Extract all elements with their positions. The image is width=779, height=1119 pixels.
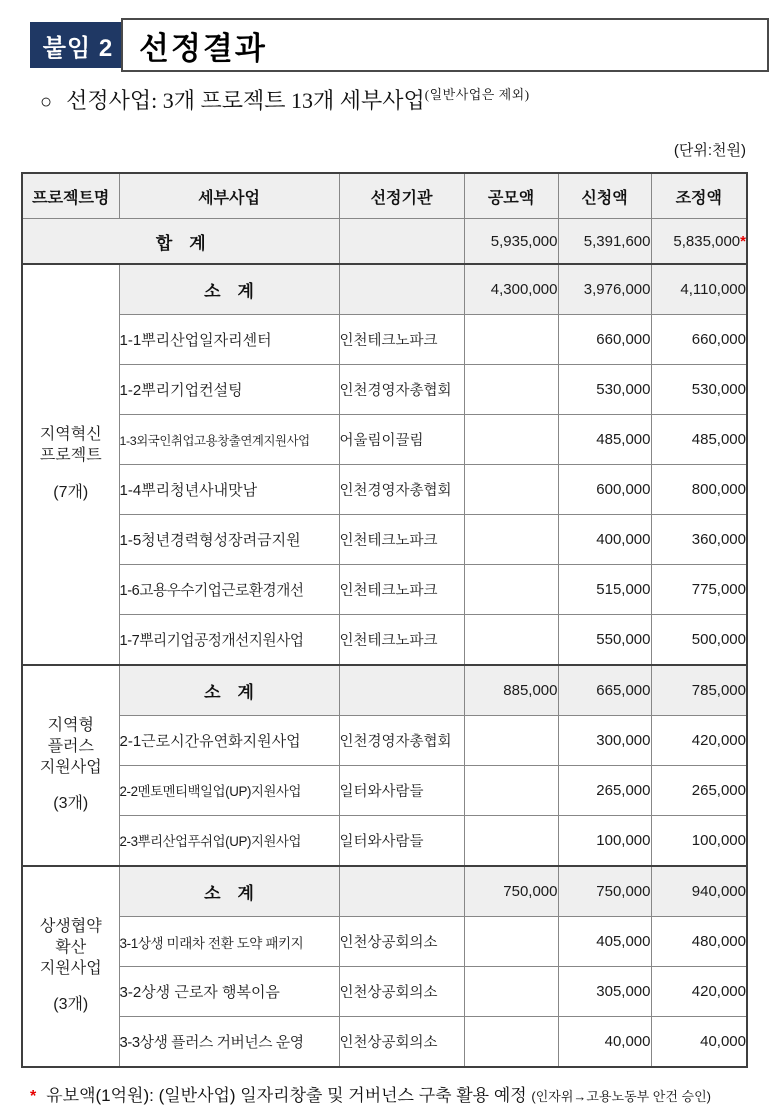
subtotal-jojeong-cell: 940,000	[651, 866, 747, 917]
sincheong-cell: 300,000	[558, 716, 651, 766]
total-jojeong-cell: 5,835,000*	[651, 219, 747, 265]
jojeong-cell: 530,000	[651, 365, 747, 415]
detail-name-cell: 2-2멘토멘티백일업(UP)지원사업	[119, 766, 339, 816]
column-header-3: 공모액	[464, 173, 558, 219]
gongmo-cell	[464, 766, 558, 816]
subtotal-org-cell	[339, 264, 464, 315]
org-cell: 인천경영자총협회	[339, 365, 464, 415]
detail-row	[22, 415, 747, 465]
subtotal-row-1	[22, 264, 747, 315]
org-cell: 인천경영자총협회	[339, 716, 464, 766]
detail-name-cell: 1-1뿌리산업일자리센터	[119, 315, 339, 365]
jojeong-cell: 100,000	[651, 816, 747, 867]
gongmo-cell	[464, 917, 558, 967]
detail-row	[22, 365, 747, 415]
subtotal-jojeong-cell: 785,000	[651, 665, 747, 716]
sincheong-cell: 305,000	[558, 967, 651, 1017]
org-cell: 인천테크노파크	[339, 315, 464, 365]
detail-row	[22, 766, 747, 816]
column-header-2: 선정기관	[339, 173, 464, 219]
sincheong-cell: 485,000	[558, 415, 651, 465]
detail-name-cell: 3-1상생 미래차 전환 도약 패키지	[119, 917, 339, 967]
project-name-line: 지원사업	[39, 758, 102, 776]
detail-name-cell: 3-2상생 근로자 행복이음	[119, 967, 339, 1017]
total-gongmo-cell: 5,935,000	[464, 219, 558, 265]
footnote-text: 유보액(1억원): (일반사업) 일자리창출 및 거버넌스 구축 활용 예정	[46, 1086, 527, 1105]
footnote	[30, 1081, 711, 1106]
subtotal-gongmo-cell: 4,300,000	[464, 264, 558, 315]
detail-name-cell: 1-5청년경력형성장려금지원	[119, 515, 339, 565]
sincheong-cell: 400,000	[558, 515, 651, 565]
sincheong-cell: 530,000	[558, 365, 651, 415]
subtotal-sincheong-cell: 750,000	[558, 866, 651, 917]
jojeong-cell: 500,000	[651, 615, 747, 666]
page-title: 선정결과	[139, 30, 267, 66]
detail-row	[22, 917, 747, 967]
detail-name-cell: 1-6고용우수기업근로환경개선	[119, 565, 339, 615]
sincheong-cell: 265,000	[558, 766, 651, 816]
column-header-4: 신청액	[558, 173, 651, 219]
table-header-row	[22, 173, 747, 219]
org-cell: 인천테크노파크	[339, 515, 464, 565]
gongmo-cell	[464, 515, 558, 565]
footnote-sub: (인자위→고용노동부 안건 승인)	[531, 1089, 711, 1104]
sincheong-cell: 660,000	[558, 315, 651, 365]
jojeong-cell: 265,000	[651, 766, 747, 816]
detail-name-cell: 2-3뿌리산업푸쉬업(UP)지원사업	[119, 816, 339, 867]
results-table	[21, 172, 748, 1068]
jojeong-cell: 420,000	[651, 716, 747, 766]
unit-label: (단위:천원)	[673, 142, 746, 159]
subtitle-superscript: (일반사업은 제외)	[424, 87, 530, 102]
project-name-line: 프로젝트	[39, 447, 102, 465]
project-cell-1	[22, 264, 119, 665]
detail-name-cell: 1-7뿌리기업공정개선지원사업	[119, 615, 339, 666]
detail-name-cell: 1-3외국인취업고용창출연계지원사업	[119, 415, 339, 465]
sincheong-cell: 515,000	[558, 565, 651, 615]
subtotal-gongmo-cell: 750,000	[464, 866, 558, 917]
subtotal-label-cell: 소 계	[119, 665, 339, 716]
sincheong-cell: 100,000	[558, 816, 651, 867]
detail-row	[22, 1017, 747, 1068]
circle-bullet-icon: ○	[40, 91, 53, 113]
subtotal-gongmo-cell: 885,000	[464, 665, 558, 716]
subtotal-sincheong-cell: 3,976,000	[558, 264, 651, 315]
jojeong-cell: 420,000	[651, 967, 747, 1017]
sincheong-cell: 600,000	[558, 465, 651, 515]
sincheong-cell: 40,000	[558, 1017, 651, 1068]
org-cell: 인천테크노파크	[339, 615, 464, 666]
subtotal-org-cell	[339, 665, 464, 716]
gongmo-cell	[464, 615, 558, 666]
gongmo-cell	[464, 816, 558, 867]
detail-row	[22, 716, 747, 766]
subtotal-sincheong-cell: 665,000	[558, 665, 651, 716]
gongmo-cell	[464, 465, 558, 515]
title-box	[121, 18, 769, 72]
org-cell: 인천상공회의소	[339, 1017, 464, 1068]
subtotal-row-2	[22, 665, 747, 716]
total-sincheong-cell: 5,391,600	[558, 219, 651, 265]
project-cell-3	[22, 866, 119, 1067]
project-name-line: 플러스	[47, 737, 94, 755]
subtitle-text: 선정사업: 3개 프로젝트 13개 세부사업	[66, 88, 425, 113]
jojeong-cell: 660,000	[651, 315, 747, 365]
subtotal-jojeong-cell: 4,110,000	[651, 264, 747, 315]
org-cell: 어울림이끌림	[339, 415, 464, 465]
table-body	[22, 219, 747, 1068]
project-name-line: 지원사업	[39, 959, 102, 977]
subtotal-label-cell: 소 계	[119, 866, 339, 917]
detail-name-cell: 3-3상생 플러스 거버넌스 운영	[119, 1017, 339, 1068]
attachment-badge: 붙임 2	[30, 22, 126, 68]
org-cell: 인천경영자총협회	[339, 465, 464, 515]
gongmo-cell	[464, 967, 558, 1017]
subtitle	[40, 84, 530, 115]
table-header	[22, 173, 747, 219]
project-count: (3개)	[53, 795, 89, 813]
project-name-line: 확산	[55, 938, 87, 956]
detail-name-cell: 1-2뿌리기업컨설팅	[119, 365, 339, 415]
subtotal-label-cell: 소 계	[119, 264, 339, 315]
sincheong-cell: 405,000	[558, 917, 651, 967]
org-cell: 일터와사람들	[339, 766, 464, 816]
gongmo-cell	[464, 1017, 558, 1068]
org-cell: 인천상공회의소	[339, 917, 464, 967]
reserve-asterisk: *	[740, 232, 746, 250]
jojeong-cell: 480,000	[651, 917, 747, 967]
gongmo-cell	[464, 716, 558, 766]
gongmo-cell	[464, 565, 558, 615]
subtotal-org-cell	[339, 866, 464, 917]
footnote-asterisk: *	[30, 1088, 37, 1105]
project-name-line: 상생협약	[39, 917, 102, 935]
project-cell-2	[22, 665, 119, 866]
detail-name-cell: 2-1근로시간유연화지원사업	[119, 716, 339, 766]
detail-row	[22, 315, 747, 365]
project-name-line: 지역형	[47, 716, 94, 734]
gongmo-cell	[464, 315, 558, 365]
project-count: (7개)	[53, 483, 89, 501]
detail-row	[22, 565, 747, 615]
detail-row	[22, 967, 747, 1017]
jojeong-cell: 40,000	[651, 1017, 747, 1068]
detail-row	[22, 615, 747, 666]
total-row	[22, 219, 747, 265]
sincheong-cell: 550,000	[558, 615, 651, 666]
org-cell: 인천상공회의소	[339, 967, 464, 1017]
org-cell: 인천테크노파크	[339, 565, 464, 615]
jojeong-cell: 775,000	[651, 565, 747, 615]
total-org-cell	[339, 219, 464, 265]
total-label-cell: 합 계	[22, 219, 339, 265]
project-name-line: 지역혁신	[39, 426, 102, 444]
detail-row	[22, 816, 747, 867]
jojeong-cell: 800,000	[651, 465, 747, 515]
gongmo-cell	[464, 365, 558, 415]
detail-row	[22, 465, 747, 515]
column-header-5: 조정액	[651, 173, 747, 219]
detail-name-cell: 1-4뿌리청년사내맛남	[119, 465, 339, 515]
detail-row	[22, 515, 747, 565]
column-header-0: 프로젝트명	[22, 173, 119, 219]
jojeong-cell: 360,000	[651, 515, 747, 565]
column-header-1: 세부사업	[119, 173, 339, 219]
subtotal-row-3	[22, 866, 747, 917]
project-count: (3개)	[53, 996, 89, 1014]
gongmo-cell	[464, 415, 558, 465]
jojeong-cell: 485,000	[651, 415, 747, 465]
org-cell: 일터와사람들	[339, 816, 464, 867]
